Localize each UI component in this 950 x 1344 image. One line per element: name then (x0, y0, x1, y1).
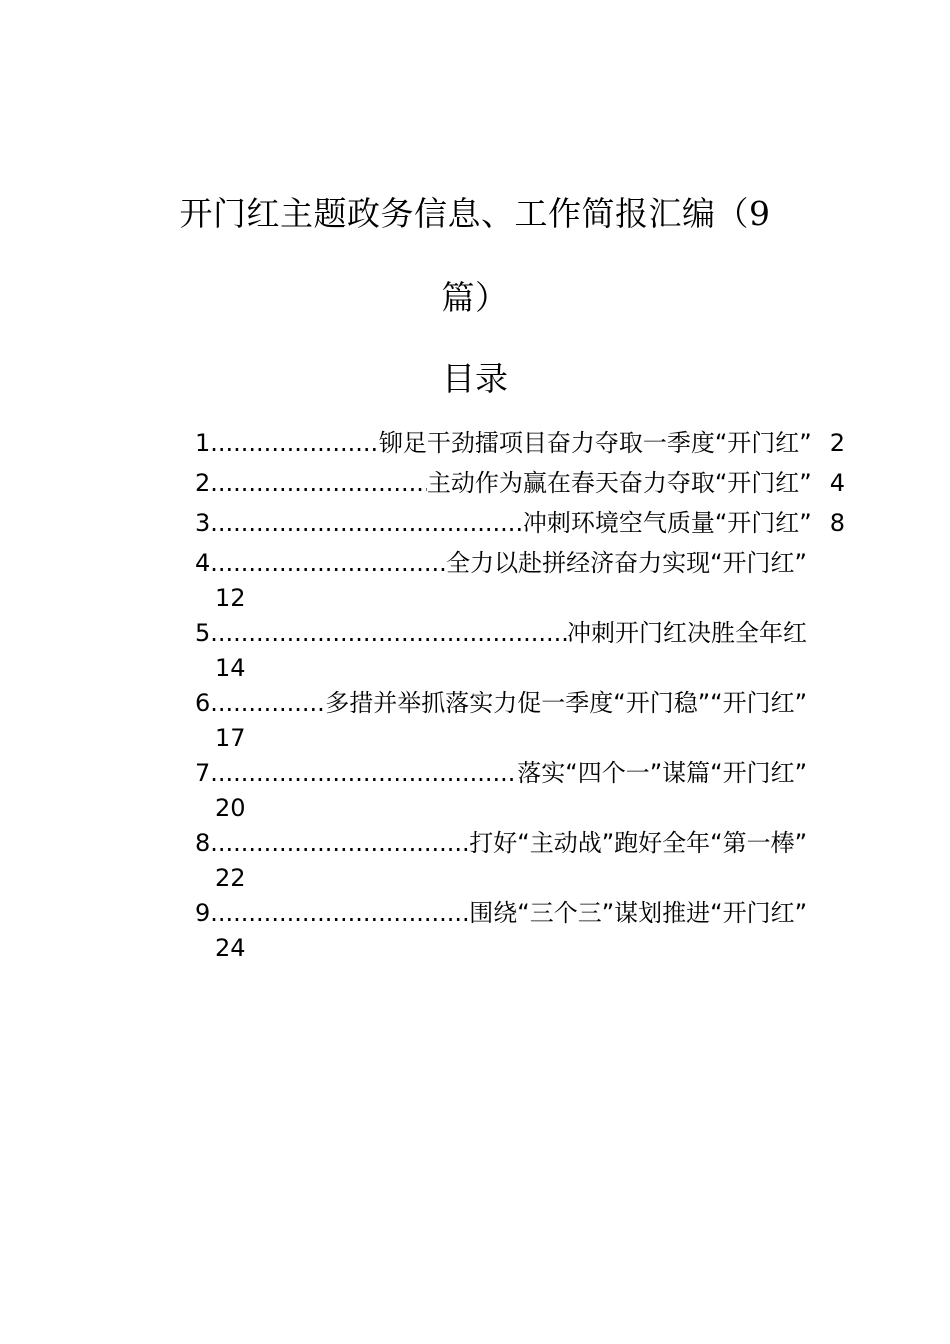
toc-entry-title: 冲刺环境空气质量“开门红” (522, 509, 812, 537)
toc-heading: 目录 (442, 359, 508, 398)
toc-entry-number: 8 (195, 829, 211, 857)
toc-entry-page: 2 (829, 429, 845, 457)
toc-entry-page: 12 (215, 584, 246, 612)
table-of-contents (195, 423, 845, 963)
toc-leader-dots (210, 423, 379, 463)
document-title-line-1: 开门红主题政务信息、工作简报汇编（9 (179, 194, 771, 233)
toc-leader-dots (210, 823, 469, 863)
toc-entry-number: 5 (195, 619, 211, 647)
toc-entry-title: 多措并举抓落实力促一季度“开门稳”“开门红” (325, 689, 807, 717)
toc-entry-number: 2 (195, 469, 211, 497)
toc-entry-1[interactable] (195, 423, 845, 463)
toc-entry-2[interactable] (195, 463, 845, 503)
toc-entry-number: 3 (195, 509, 211, 537)
toc-entry-number: 1 (195, 429, 211, 457)
toc-entry-5[interactable] (195, 613, 845, 683)
toc-leader-dots (210, 893, 469, 933)
toc-leader-dots (210, 753, 517, 793)
toc-entry-title: 落实“四个一”谋篇“开门红” (517, 759, 807, 787)
toc-entry-7[interactable] (195, 753, 845, 823)
toc-leader-dots (210, 543, 446, 583)
toc-entry-page: 4 (829, 469, 845, 497)
toc-entry-title: 铆足干劲擂项目奋力夺取一季度“开门红” (378, 429, 812, 457)
toc-entry-number: 6 (195, 689, 211, 717)
toc-entry-title: 全力以赴拼经济奋力实现“开门红” (446, 549, 807, 577)
toc-entry-4[interactable] (195, 543, 845, 613)
toc-entry-number: 7 (195, 759, 211, 787)
toc-entry-6[interactable] (195, 683, 845, 753)
toc-entry-title: 冲刺开门红决胜全年红 (567, 619, 807, 647)
document-title (130, 172, 820, 340)
toc-entry-page: 17 (215, 724, 246, 752)
document-title-line-2: 篇） (441, 278, 509, 317)
toc-entry-number: 9 (195, 899, 211, 927)
toc-entry-page: 8 (829, 509, 845, 537)
toc-leader-dots (210, 503, 523, 543)
toc-entry-number: 4 (195, 549, 211, 577)
toc-entry-3[interactable] (195, 503, 845, 543)
toc-entry-9[interactable] (195, 893, 845, 963)
toc-entry-page: 24 (215, 934, 246, 962)
toc-entry-title: 围绕“三个三”谋划推进“开门红” (469, 899, 807, 927)
toc-entry-page: 20 (215, 794, 246, 822)
toc-leader-dots (210, 613, 567, 653)
toc-leader-dots (210, 683, 325, 723)
toc-entry-page: 22 (215, 864, 246, 892)
toc-entry-title: 主动作为赢在春天奋力夺取“开门红” (426, 469, 812, 497)
toc-entry-page: 14 (215, 654, 246, 682)
toc-entry-title: 打好“主动战”跑好全年“第一棒” (469, 829, 807, 857)
toc-leader-dots (210, 463, 427, 503)
toc-entry-8[interactable] (195, 823, 845, 893)
